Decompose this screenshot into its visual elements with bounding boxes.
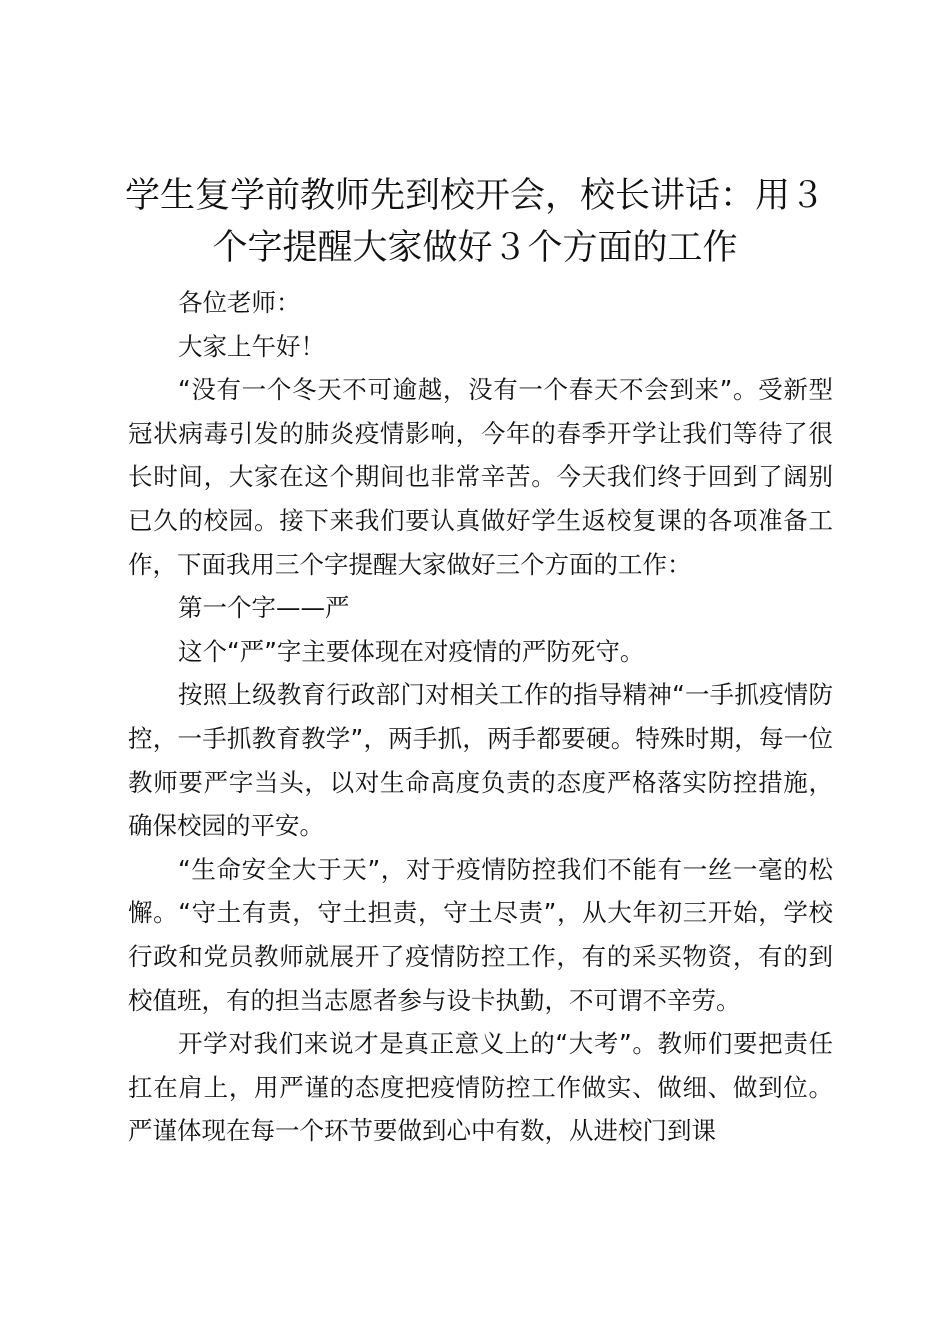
body-paragraph: 按照上级教育行政部门对相关工作的指导精神“一手抓疫情防控，一手抓教育教学”，两手抓，两手都要硬。特殊时期，每一位教师要严字当头，以对生命高度负责的态度严格落实防控措施，确保校园的平安。 [128,680,833,841]
body-paragraph: 这个“严”字主要体现在对疫情的严防死守。 [178,636,645,666]
body-paragraph: “生命安全大于天”，对于疫情防控我们不能有一丝一毫的松懈。“守土有责，守土担责，守土尽责”，从大年初三开始，学校行政和党员教师就展开了疫情防控工作，有的采买物资，有的到校值班，有的担当志愿者参与设卡执勤，不可谓不辛劳。 [128,854,833,1015]
document-title: 学生复学前教师先到校开会，校长讲话：用３个字提醒大家做好３个方面的工作 [124,176,825,268]
body-paragraph: “没有一个冬天不可逾越，没有一个春天不会到来”。受新型冠状病毒引发的肺炎疫情影响，今年的春季开学让我们等待了很长时间，大家在这个期间也非常辛苦。今天我们终于回到了阔别已久的校园。接下来我们要认真做好学生返校复课的各项准备工作，下面我用三个字提醒大家做好三个方面的工作： [128,375,833,579]
salutation: 各位老师： [178,288,301,317]
section-heading: 第一个字——严 [178,593,350,623]
document-body [128,281,833,1153]
greeting: 大家上午好！ [178,331,325,361]
body-paragraph: 开学对我们来说才是真正意义上的“大考”。教师们要把责任扛在肩上，用严谨的态度把疫情防控工作做实、做细、做到位。严谨体现在每一个环节要做到心中有数，从进校门到课 [128,1029,833,1146]
